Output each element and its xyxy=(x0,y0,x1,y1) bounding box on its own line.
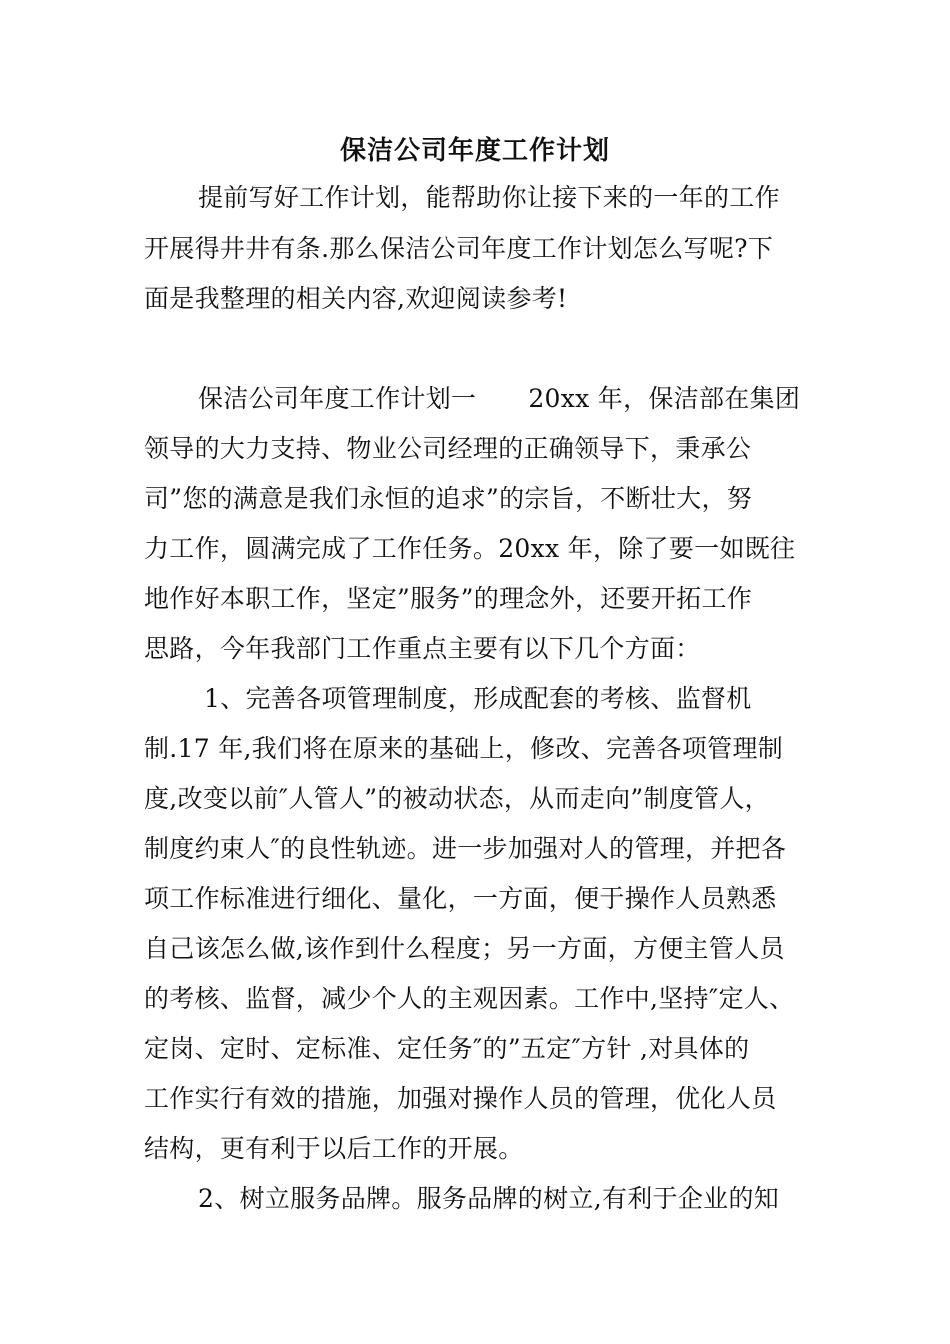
paragraph-line: 工作实行有效的措施，加强对操作人员的管理，优化人员 xyxy=(144,1084,777,1113)
paragraph-line: 项工作标准进行细化、量化，一方面，便于操作人员熟悉 xyxy=(144,884,777,913)
paragraph-line: 定岗、定时、定标准、定任务″的”五定″方针 ,对具体的 xyxy=(144,1034,750,1063)
paragraph-line: 开展得井井有条.那么保洁公司年度工作计划怎么写呢?下 xyxy=(144,234,774,263)
paragraph-line: 度,改变以前″人管人”的被动状态，从而走向”制度管人， xyxy=(144,784,770,813)
paragraph-line: 思路，今年我部门工作重点主要有以下几个方面： xyxy=(144,634,701,663)
paragraph-line: 1、完善各项管理制度，形成配套的考核、监督机 xyxy=(204,684,752,713)
paragraph-line: 制.17 年,我们将在原来的基础上，修改、完善各项管理制 xyxy=(144,734,784,763)
paragraph-line: 地作好本职工作，坚定”服务”的理念外，还要开拓工作 xyxy=(144,584,753,613)
section-line xyxy=(198,379,848,419)
section-heading: 保洁公司年度工作计划一 xyxy=(198,384,477,413)
paragraph-line: 自己该怎么做,该作到什么程度；另一方面，方便主管人员 xyxy=(144,934,785,963)
paragraph-line: 2、树立服务品牌。服务品牌的树立,有利于企业的知 xyxy=(198,1184,780,1213)
paragraph-line: 力工作，圆满完成了工作任务。20xx 年，除了要一如既往 xyxy=(144,534,796,563)
paragraph-line: 领导的大力支持、物业公司经理的正确领导下，秉承公 xyxy=(144,434,752,463)
paragraph-line: 制度约束人″的良性轨迹。进一步加强对人的管理，并把各 xyxy=(144,834,787,863)
paragraph-line: 面是我整理的相关内容,欢迎阅读参考! xyxy=(144,284,568,313)
paragraph-line: 司”您的满意是我们永恒的追求”的宗旨，不断壮大，努 xyxy=(144,484,753,513)
section-text: 20xx 年，保洁部在集团 xyxy=(528,384,801,413)
paragraph-line: 的考核、监督，减少个人的主观因素。工作中,坚持″定人、 xyxy=(144,984,795,1013)
paragraph-line: 结构，更有利于以后工作的开展。 xyxy=(144,1134,524,1163)
paragraph-line: 提前写好工作计划，能帮助你让接下来的一年的工作 xyxy=(198,183,780,212)
document-title: 保洁公司年度工作计划 xyxy=(339,136,610,166)
